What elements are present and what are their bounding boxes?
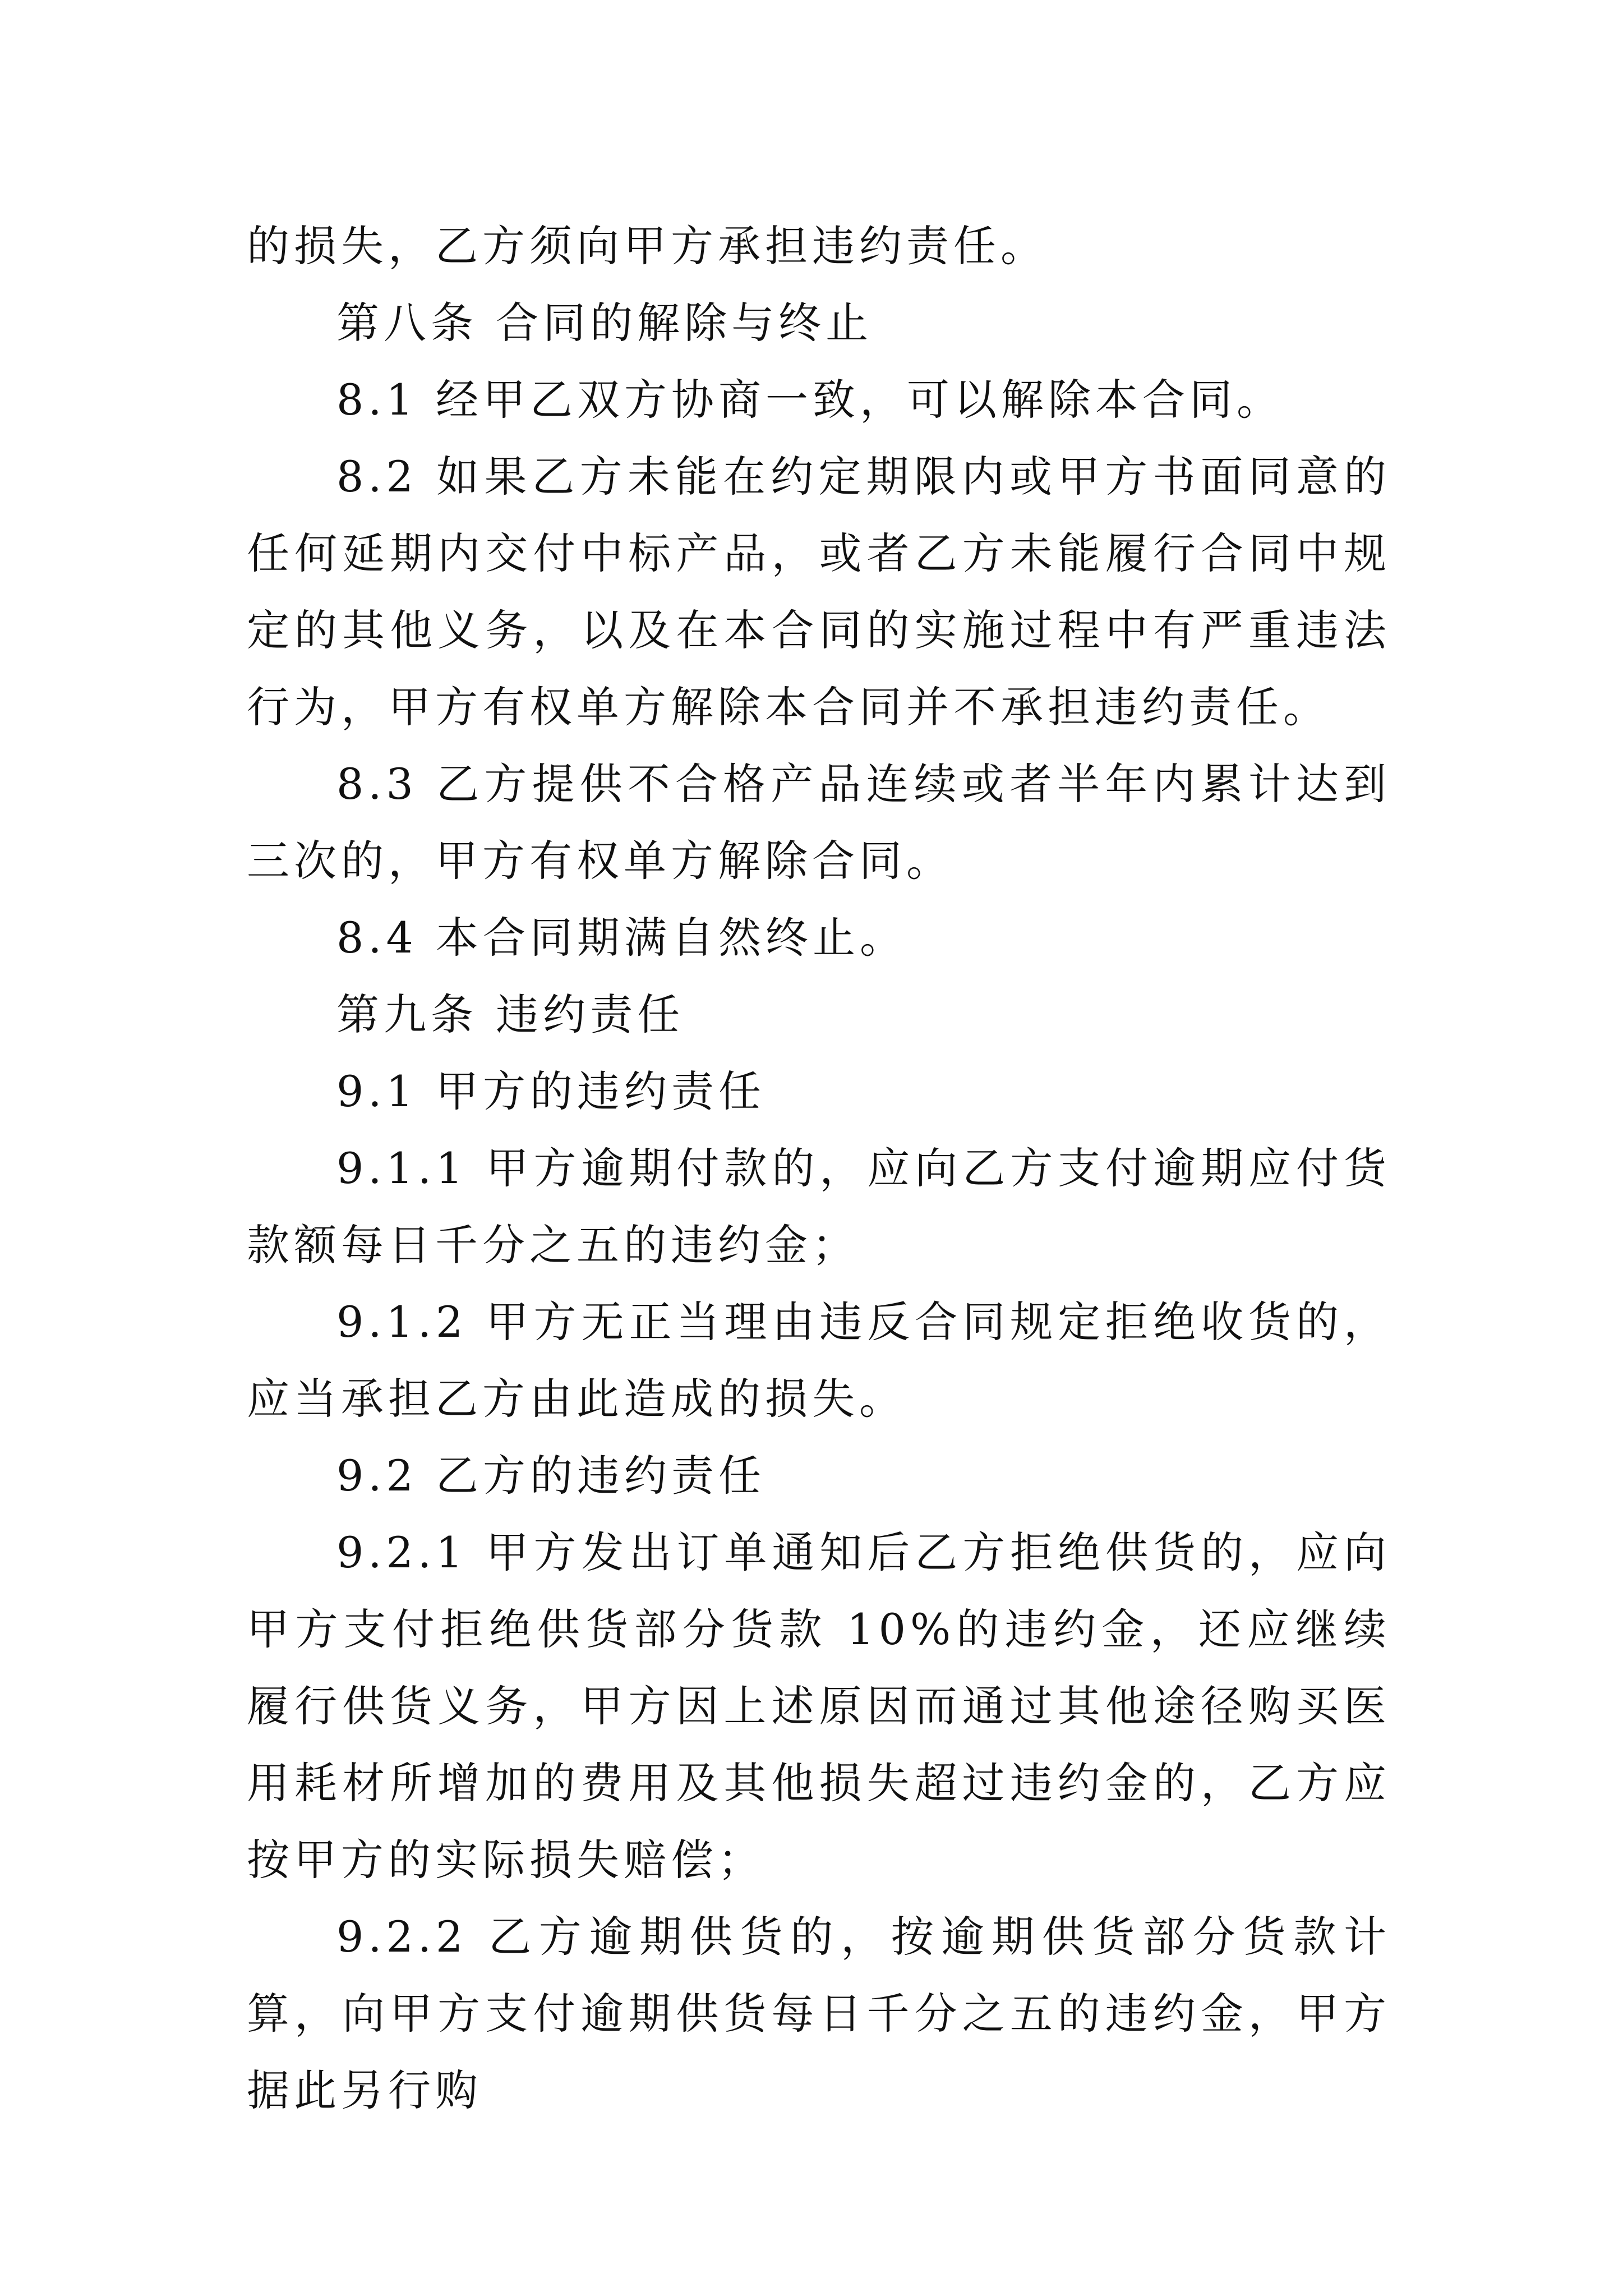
clause-8-4: 8.4 本合同期满自然终止。 — [336, 913, 907, 963]
document-body — [247, 208, 1391, 2129]
clause-9-2-1: 9.2.1 甲方发出订单通知后乙方拒绝供货的，应向甲方支付拒绝供货部分货款 10%的违约金，还应继续履行供货义务，甲方因上述原因而通过其他途径购买医用耗材所增加的费用及其他损失超过违约金的，乙方应按甲方的实际损失赔偿； — [247, 1527, 1391, 1885]
clause-9-2: 9.2 乙方的违约责任 — [336, 1451, 766, 1501]
clause-9-2-2: 9.2.2 乙方逾期供货的，按逾期供货部分货款计算，向甲方支付逾期供货每日千分之五的违约金，甲方据此另行购 — [247, 1912, 1391, 2115]
clause-9-1: 9.1 甲方的违约责任 — [336, 1066, 766, 1116]
heading-article-9: 第九条 违约责任 — [336, 990, 685, 1039]
clause-8-3: 8.3 乙方提供不合格产品连续或者半年内累计达到三次的，甲方有权单方解除合同。 — [247, 759, 1391, 886]
clause-8-1: 8.1 经甲乙双方协商一致，可以解除本合同。 — [336, 375, 1284, 425]
clause-9-1-1: 9.1.1 甲方逾期付款的，应向乙方支付逾期应付货款额每日千分之五的违约金； — [247, 1143, 1391, 1270]
heading-article-8: 第八条 合同的解除与终止 — [336, 298, 873, 348]
clause-9-1-2: 9.1.2 甲方无正当理由违反合同规定拒绝收货的，应当承担乙方由此造成的损失。 — [247, 1297, 1391, 1424]
clause-8-2: 8.2 如果乙方未能在约定期限内或甲方书面同意的任何延期内交付中标产品，或者乙方未能履行合同中规定的其他义务，以及在本合同的实施过程中有严重违法行为，甲方有权单方解除本合同并不承担违约责任。 — [247, 452, 1391, 732]
paragraph-loss-liability: 的损失，乙方须向甲方承担违约责任。 — [247, 221, 1048, 271]
